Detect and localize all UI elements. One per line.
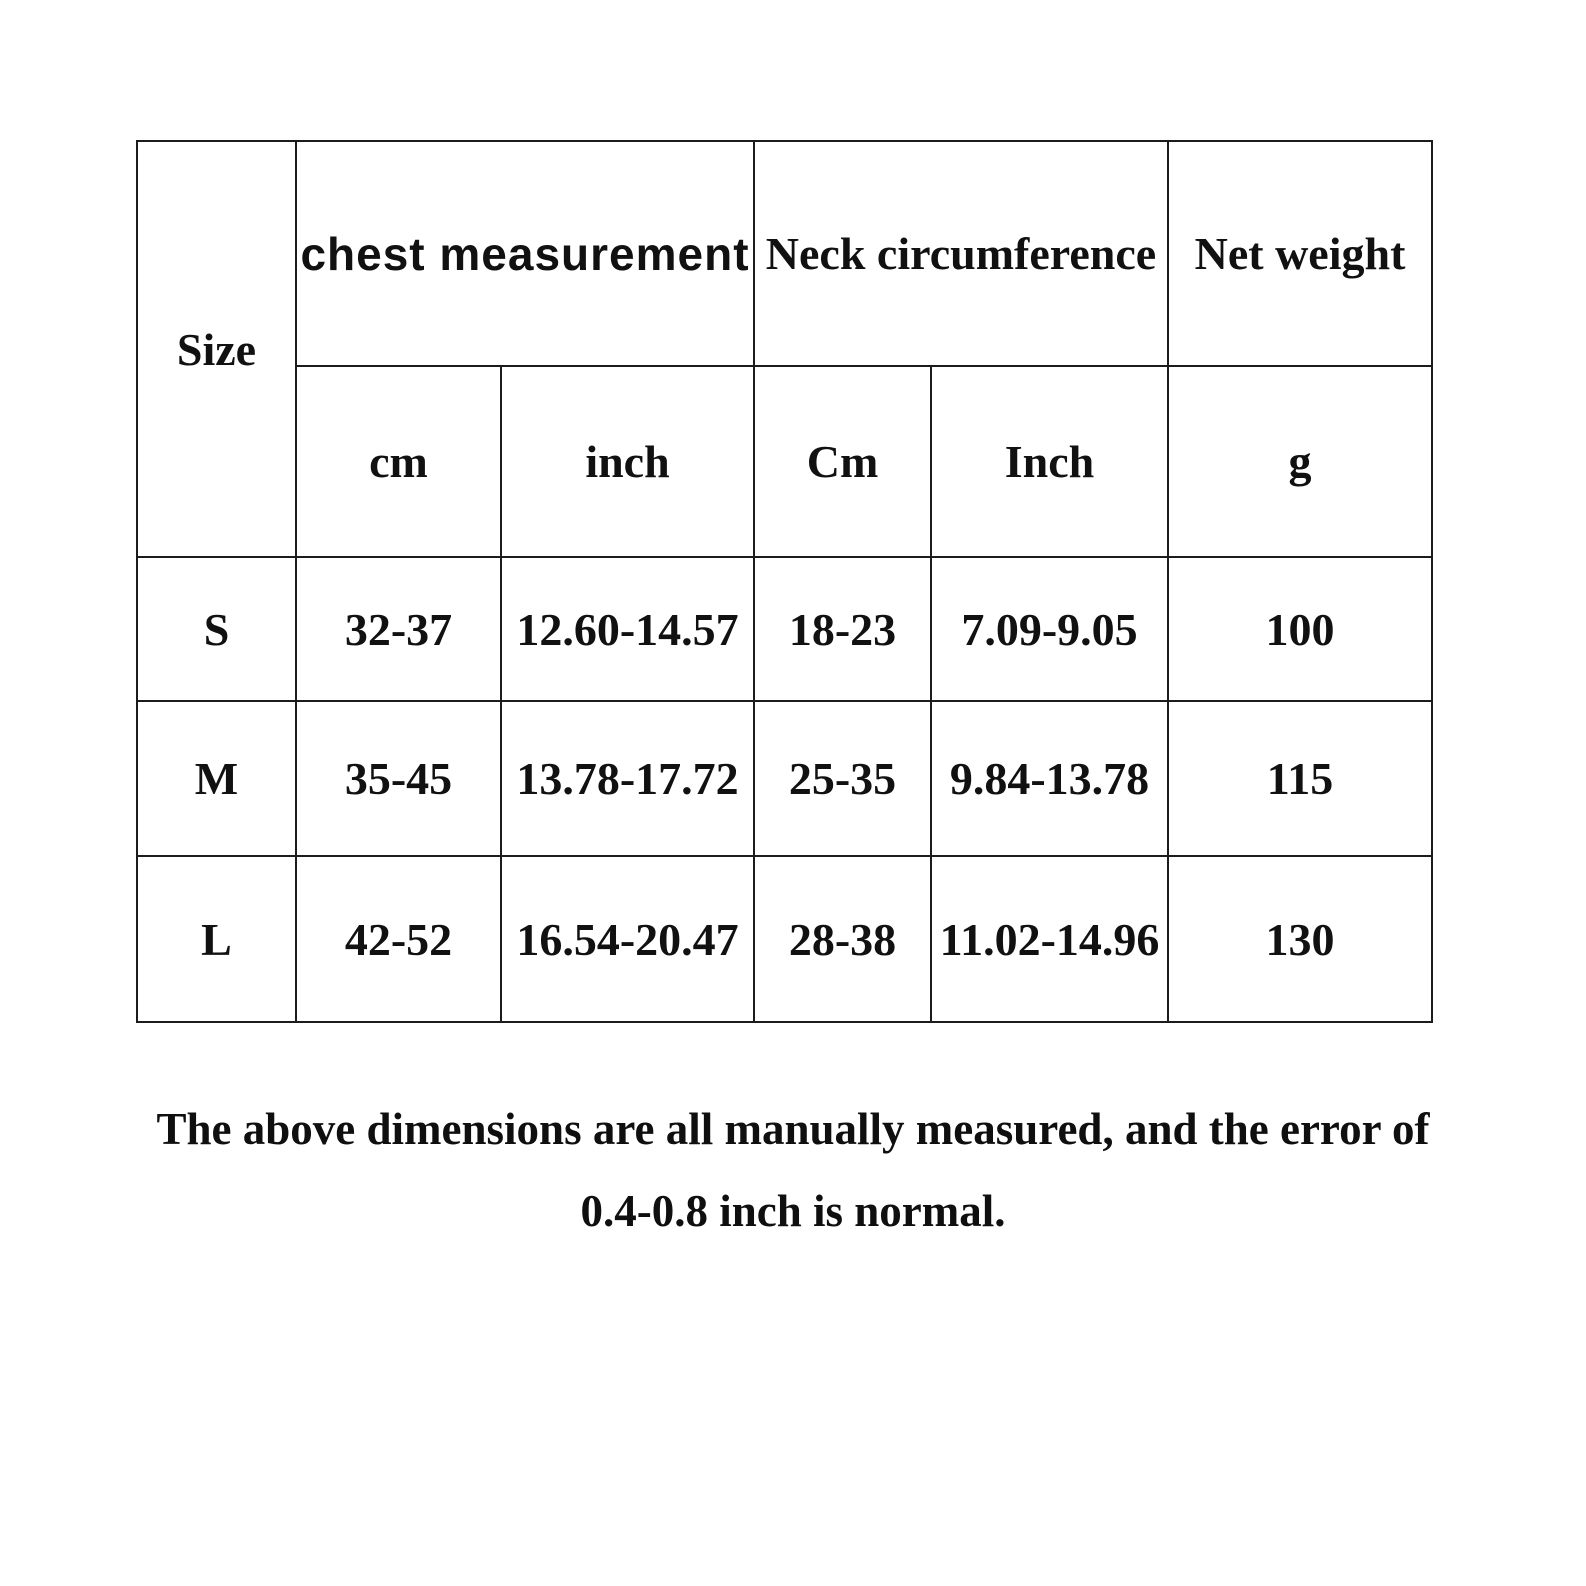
header-chest-inch: inch [501, 366, 754, 557]
cell-weight: 130 [1168, 856, 1432, 1022]
header-chest-cm: cm [296, 366, 501, 557]
header-row-units [137, 366, 1432, 557]
cell-chest-cm: 42-52 [296, 856, 501, 1022]
disclaimer-line-1: The above dimensions are all manually measured, and the error of [156, 1104, 1430, 1154]
cell-neck-inch: 11.02-14.96 [931, 856, 1168, 1022]
measurement-disclaimer [0, 1088, 1586, 1252]
disclaimer-line-2: 0.4-0.8 inch is normal. [580, 1186, 1006, 1236]
cell-size: S [137, 557, 296, 701]
header-weight-g: g [1168, 366, 1432, 557]
header-row-groups [137, 141, 1432, 366]
size-chart-table [136, 140, 1433, 1023]
cell-neck-cm: 18-23 [754, 557, 931, 701]
cell-size: M [137, 701, 296, 856]
header-chest-measurement: chest measurement [296, 141, 754, 366]
cell-weight: 115 [1168, 701, 1432, 856]
table-row-size-s [137, 557, 1432, 701]
cell-weight: 100 [1168, 557, 1432, 701]
table-row-size-m [137, 701, 1432, 856]
table-row-size-l [137, 856, 1432, 1022]
header-net-weight: Net weight [1168, 141, 1432, 366]
cell-chest-inch: 12.60-14.57 [501, 557, 754, 701]
cell-neck-cm: 28-38 [754, 856, 931, 1022]
cell-neck-inch: 9.84-13.78 [931, 701, 1168, 856]
header-neck-inch: Inch [931, 366, 1168, 557]
header-neck-cm: Cm [754, 366, 931, 557]
cell-chest-cm: 32-37 [296, 557, 501, 701]
cell-chest-cm: 35-45 [296, 701, 501, 856]
header-size: Size [137, 141, 296, 557]
header-neck-circumference: Neck circumference [754, 141, 1168, 366]
cell-neck-cm: 25-35 [754, 701, 931, 856]
cell-chest-inch: 16.54-20.47 [501, 856, 754, 1022]
cell-chest-inch: 13.78-17.72 [501, 701, 754, 856]
cell-neck-inch: 7.09-9.05 [931, 557, 1168, 701]
cell-size: L [137, 856, 296, 1022]
